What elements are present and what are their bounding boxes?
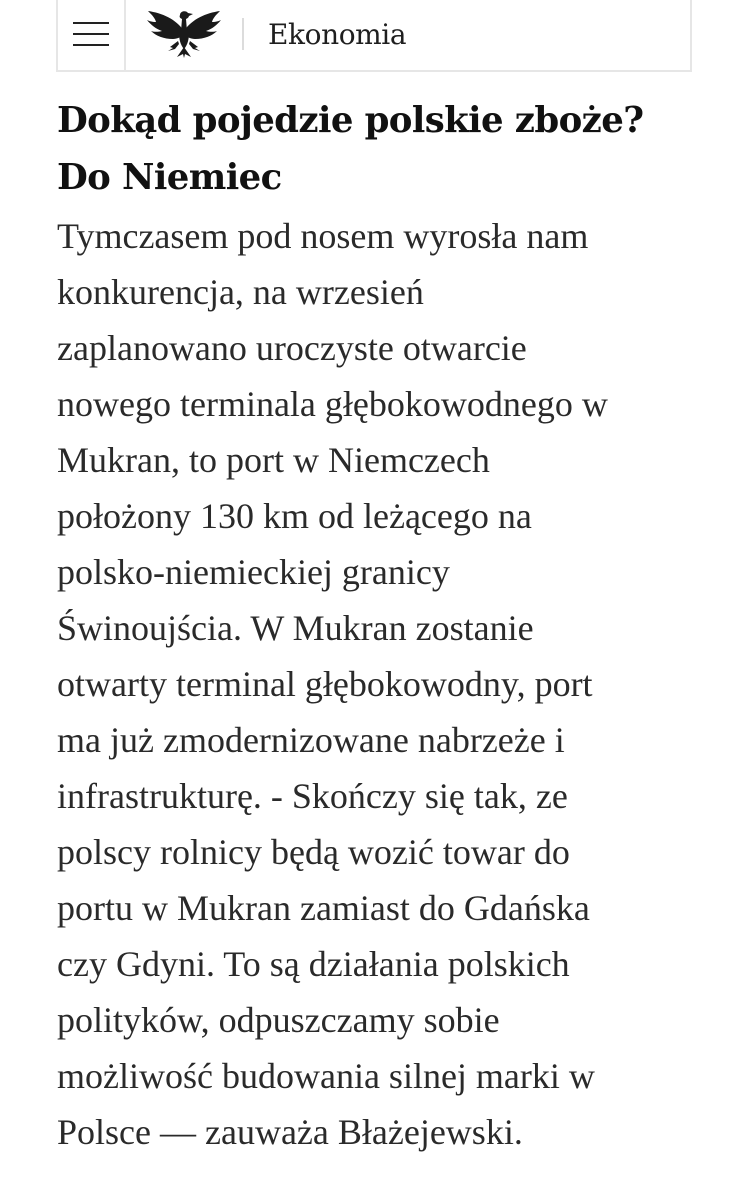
- hamburger-menu-icon: [73, 22, 109, 46]
- eagle-logo-icon[interactable]: [146, 7, 222, 61]
- section-link-ekonomia[interactable]: Ekonomia: [268, 17, 407, 51]
- nav-divider: [242, 18, 244, 50]
- top-nav-bar: [56, 0, 692, 72]
- article-body: Tymczasem pod nosem wyrosła nam konkurencja, na wrzesień zaplanowano uroczyste otwarcie nowego terminala głębokowodnego w Mukran, to port w Niemczech położony 130 km od leżącego na polsko-niemieckiej granicy Świnoujścia. W Mukran zostanie otwarty terminal głębokowodny, port ma już zmodernizowane nabrzeże i infrastrukturę. - Skończy się tak, ze polscy rolnicy będą wozić towar do portu w Mukran zamiast do Gdańska czy Gdyni. To są działania polskich polityków, odpuszczamy sobie możliwość budowania silnej marki w Polsce — zauważa Błażejewski.: [57, 216, 608, 1152]
- menu-button[interactable]: [58, 0, 126, 70]
- article-title: Dokąd pojedzie polskie zboże? Do Niemiec: [57, 100, 644, 198]
